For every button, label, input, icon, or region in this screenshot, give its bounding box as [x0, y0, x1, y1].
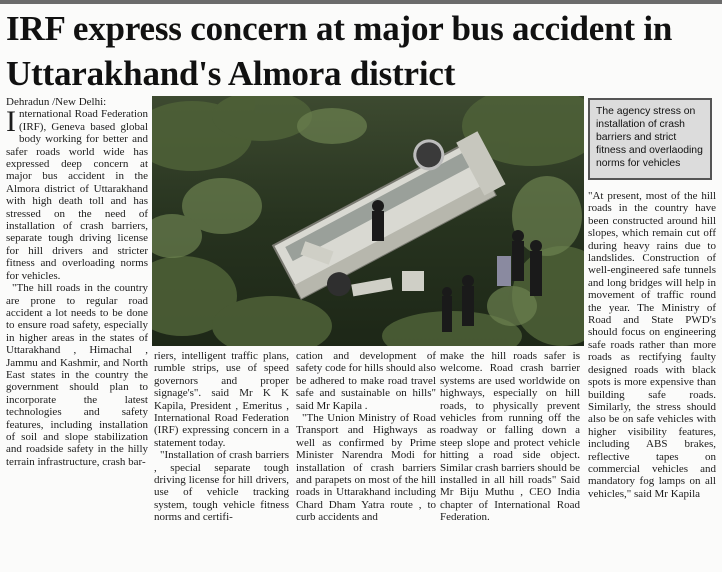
paragraph: make the hill roads safer is welcome. Road crash barrier systems are used worldwide on highways, especially on hill roads, to physically prevent vehicles from running off the roadway or falling down a steep slope and protect vehicle hitting a road side object. Similar crash barriers should be installed in all hill roads" Said Mr Biju Muthu , CEO India chapter of International Road Federation.: [440, 350, 580, 524]
article-column-5: [588, 190, 716, 566]
paragraph: riers, intelligent traffic plans, rumble strips, use of speed governors and proper signage's". said Mr K K Kapila, President , Emeritus , International Road Federation (IRF) expressing concern in a statement today.: [154, 350, 289, 449]
dateline: Dehradun /New Delhi:: [6, 96, 107, 108]
paragraph: cation and development of safety code for hills should also be adhered to make road travel safe and sustainable on hills" said Mr Kapila .: [296, 350, 436, 412]
headline: IRF express concern at major bus accident in Uttarakhand's Almora district: [6, 9, 673, 93]
pull-quote-box: The agency stress on installation of crash barriers and strict fitness and overlaoding norms for vehicles: [588, 98, 712, 180]
article-column-3: [296, 350, 436, 566]
article-column-4: [440, 350, 580, 566]
paragraph: "At present, most of the hill roads in the country have been constructed around hill slopes, which remain cut off during heavy rains due to landslides. Construction of well-engineered safe tunnels and long bridges will help in movement of traffic round the year. The Ministry of Road and State PWD's should focus on engineering safe roads rather than more roads as rectifying faulty designed roads with black spots is more expensive than building safe roads. Similarly, the stress should also be on safe vehicles with higher visibility features, including ABS brakes, reflective tapes on commercial vehicles and mandatory fog lamps on all vehicles," said Mr Kapila: [588, 190, 716, 500]
paragraph: "The Union Ministry of Road Transport and Highways as well as confirmed by Prime Minister Narendra Modi for installation of crash barriers and parapets on most of the hill roads in Uttarakhand including Chard Dham Yatra route , to curb accidents and: [296, 412, 436, 524]
paragraph: nternational Road Federation (IRF), Geneva based global body working for better and safer roads world wide has expressed deep concern at major bus accident in the Almora district of Uttarakhand with high death toll and has stressed on the need of installation of crash barriers, separate tough driving license for hill drivers and stricter fitness and overloading norms for vehicles.: [6, 108, 148, 282]
paragraph: "Installation of crash barriers , special separate tough driving license for hill drivers, use of vehicle tracking system, tough vehicle fitness norms and certifi-: [154, 449, 289, 524]
crashed-bus-image: [152, 96, 584, 346]
paragraph: "The hill roads in the country are prone to regular road accident a lot needs to be done to ensure road safety, especially in higher areas in the states of Uttarakhand , Himachal , Jammu and Kashmir, and North East states in the country the government should plan to incorporate the latest technologies and safety features, including installation of soil and slope stabilization and roadside safety in the hilly terrain infrastructure, crash bar-: [6, 282, 148, 468]
article-column-2: [154, 350, 289, 566]
article-column-1: [6, 96, 148, 566]
accident-photo: [152, 96, 584, 346]
drop-cap: I: [6, 105, 16, 139]
top-rule: [0, 0, 722, 4]
